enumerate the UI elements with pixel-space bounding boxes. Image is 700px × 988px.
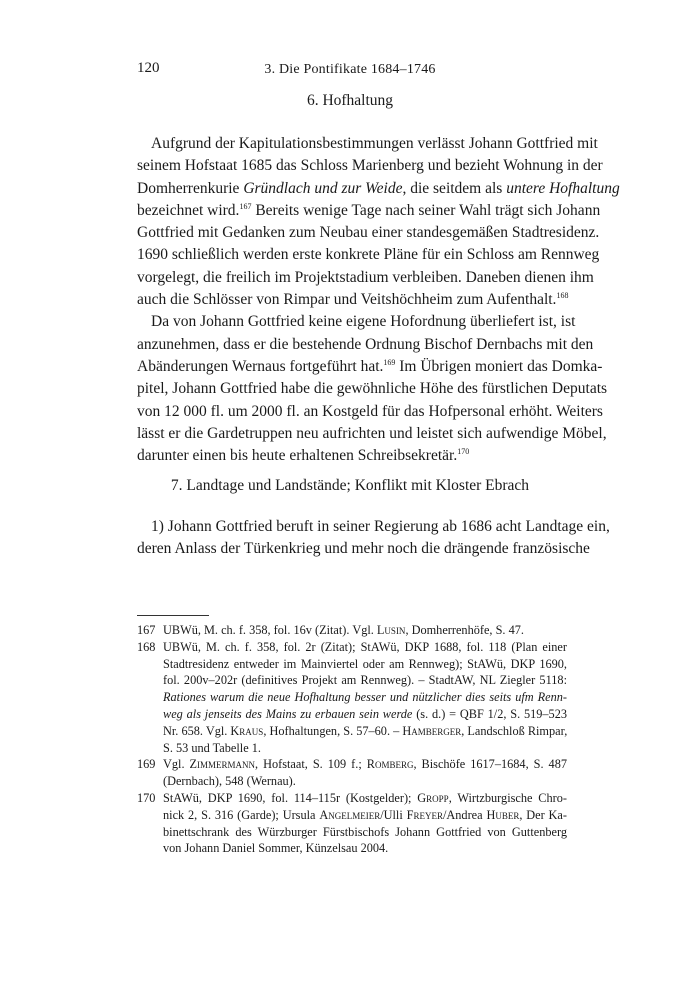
text-line: vorgelegt, die freilich im Projektstadium verbleiben. Daneben dienen ihm	[137, 268, 594, 286]
text-line: lässt er die Gardetruppen neu aufrichten und leistet sich aufwendige Möbel,	[137, 424, 607, 442]
footnote-ref-169[interactable]: 169	[383, 357, 396, 367]
text-line: darunter einen bis heute erhaltenen Schreibsekretär.$^{170}$	[137, 447, 470, 465]
page-number: 120	[137, 60, 160, 76]
text-line: von 12 000 fl. um 2000 fl. an Kostgeld für das Hofpersonal erhöht. Weiters	[137, 402, 603, 420]
footnote-ref-168[interactable]: 168	[556, 291, 569, 301]
footnote-ref-167[interactable]: 167	[239, 201, 252, 211]
text-line: deren Anlass der Türkenkrieg und mehr noch die drängende französische	[137, 540, 590, 558]
footnote-170: 170 StAWü, DKP 1690, fol. 114–115r (Kostgelder); Gropp, Wirtzburgische Chro- nick 2, S. 316 (Garde); Ursula Angelmeier/Ulli Freyer/Andrea Huber, Der Ka- binettschrank des Würzburger Fürstbischofs Johann Gottfried von Guttenberg von Johann Daniel Sommer, Künzelsau 2004.	[137, 790, 567, 856]
footnote-number: 167	[137, 623, 156, 637]
text-line: pitel, Johann Gottfried habe die gewöhnliche Höhe des fürstlichen Deputats	[137, 380, 608, 398]
running-title: 3. Die Pontifikate 1684–1746	[264, 62, 436, 77]
text-line: Da von Johann Gottfried keine eigene Hofordnung überliefert ist, ist	[151, 313, 576, 331]
footnote-168: 168 UBWü, M. ch. f. 358, fol. 2r (Zitat); StAWü, DKP 1688, fol. 118 (Plan einer Stadtresidenz entweder im Mainviertel oder am Rennweg); StAWü, DKP 1690, fol. 200v–202r (definitives Projekt am Rennweg). – StadtAW, NL Ziegler 5118: Rationes warum die neue Hofhaltung besser und nützlicher dies seits ufm Renn- weg als jenseits des Mains zu erbauen sein werde (s. d.) = QBF 1/2, S. 519–523 Nr. 658. Vgl. Kraus, Hofhaltungen, S. 57–60. – Hamberger, Landschloß Rimpar, S. 53 und Tabelle 1.	[137, 639, 568, 755]
footnote-divider	[137, 615, 209, 616]
text-line: Domherrenkurie Gründlach und zur Weide, die seitdem als untere Hofhaltung	[137, 179, 620, 197]
footnote-169: 169 Vgl. Zimmermann, Hofstaat, S. 109 f.; Romberg, Bischöfe 1617–1684, S. 487 (Dernbach), 548 (Wernau).	[137, 757, 567, 789]
footnote-number: 170	[137, 790, 156, 805]
text-line: 1690 schließlich werden erste konkrete Pläne für ein Schloss am Rennweg	[137, 246, 600, 264]
text-line: auch die Schlösser von Rimpar und Veitshöchheim zum Aufenthalt.$^{168}$	[137, 291, 569, 309]
footnote-number: 168	[137, 639, 156, 654]
text-line: Aufgrund der Kapitulationsbestimmungen verlässt Johann Gottfried mit	[151, 135, 598, 152]
text-line: seinem Hofstaat 1685 das Schloss Marienberg und bezieht Wohnung in der	[137, 157, 603, 175]
footnotes	[137, 622, 567, 857]
text-line: 1) Johann Gottfried beruft in seiner Regierung ab 1686 acht Landtage ein,	[151, 518, 610, 535]
paragraph-hofhaltung-1	[137, 133, 620, 467]
text-line: anzunehmen, dass er die bestehende Ordnung Bischof Dernbachs mit den	[137, 335, 594, 353]
paragraph-landtage-1	[137, 516, 610, 561]
text-line: Gottfried mit Gedanken zum Neubau einer standesgemäßen Stadtresidenz.	[137, 224, 600, 242]
footnote-number: 169	[137, 757, 156, 772]
footnote-ref-170[interactable]: 170	[457, 447, 470, 457]
text-line: bezeichnet wird.$^{167}$ Bereits wenige Tage nach seiner Wahl trägt sich Johann	[137, 201, 601, 219]
section-heading-hofhaltung: 6. Hofhaltung	[306, 92, 394, 109]
text-line: Abänderungen Wernaus fortgeführt hat.$^{169}$ Im Übrigen moniert das Domka-	[137, 357, 603, 375]
footnote-167: 167 UBWü, M. ch. f. 358, fol. 16v (Zitat). Vgl. Lusin, Domherrenhöfe, S. 47.	[137, 623, 524, 637]
section-heading-landtage: 7. Landtage und Landstände; Konflikt mit Kloster Ebrach	[170, 477, 530, 494]
